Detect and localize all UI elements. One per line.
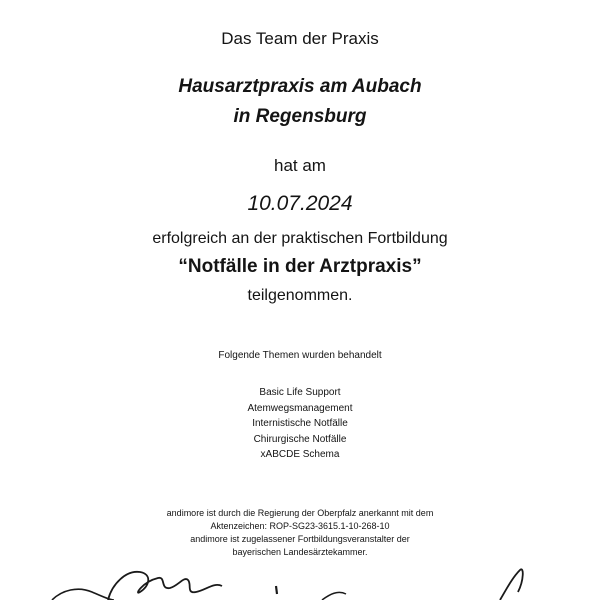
footer-line: andimore ist durch die Regierung der Oberpfalz anerkannt mit dem — [166, 508, 434, 518]
topic-item: Chirurgische Notfälle — [253, 433, 347, 445]
practice-name-line2: in Regensburg — [233, 106, 367, 127]
practice-name — [0, 72, 600, 132]
signature-right-end — [500, 569, 523, 600]
footer-line: bayerischen Landesärztekammer. — [232, 547, 368, 557]
accreditation-footer — [0, 507, 600, 559]
topic-item: xABCDE Schema — [260, 449, 340, 460]
hat-am-text: hat am — [274, 156, 326, 175]
footer-line: andimore ist zugelassener Fortbildungsveranstalter der — [190, 534, 410, 544]
signature-left — [52, 589, 114, 600]
participated-text: teilgenommen. — [247, 287, 353, 304]
success-text: erfolgreich an der praktischen Fortbildung — [152, 230, 448, 247]
topic-item: Basic Life Support — [259, 387, 341, 398]
topic-item: Internistische Notfälle — [252, 418, 348, 429]
signature-center-mark — [276, 586, 277, 594]
signature-main — [108, 572, 222, 600]
course-date: 10.07.2024 — [247, 192, 353, 215]
course-title: “Notfälle in der Arztpraxis” — [178, 256, 422, 277]
footer-line: Aktenzeichen: ROP-SG23-3615.1-10-268-10 — [210, 521, 390, 531]
topic-item: Atemwegsmanagement — [247, 402, 353, 414]
practice-name-line1: Hausarztpraxis am Aubach — [178, 76, 422, 97]
signature-right — [322, 592, 346, 600]
topics-heading: Folgende Themen wurden behandelt — [218, 350, 382, 361]
topics-list — [0, 385, 600, 463]
signature-strokes — [0, 560, 600, 600]
intro-text: Das Team der Praxis — [221, 29, 379, 48]
